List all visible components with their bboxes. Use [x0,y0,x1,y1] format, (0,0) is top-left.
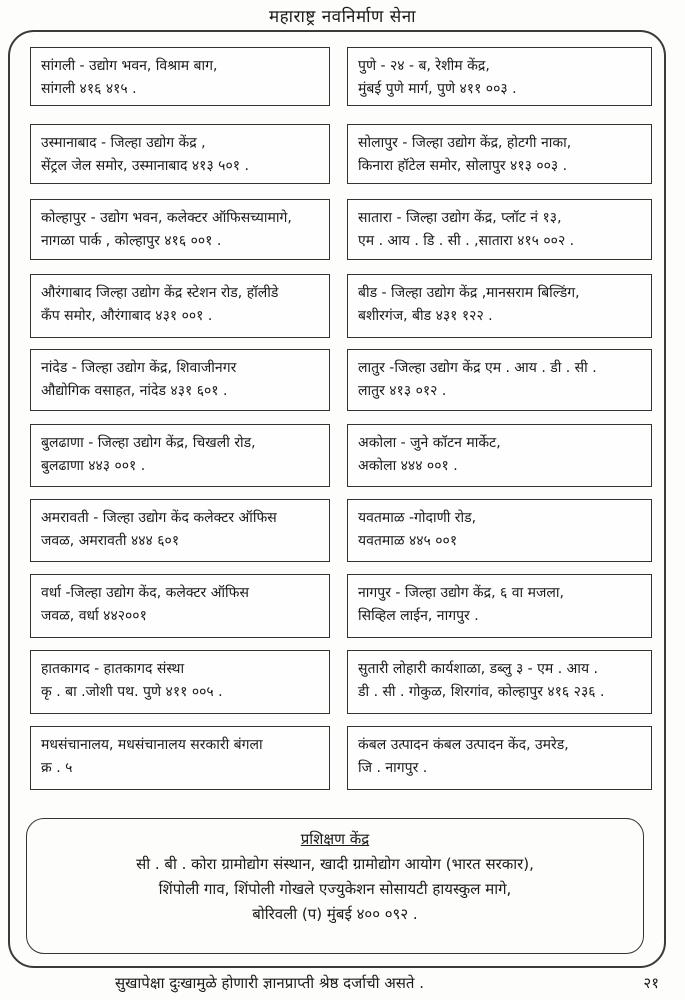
address-box-yavatmal [347,499,652,562]
address-line: बुलढाणा - जिल्हा उद्योग केंद्र, चिखली रोड, [41,435,256,451]
address-line: पुणे - २४ - ब, रेशीम केंद्र, [358,58,490,74]
address-line: औरंगाबाद जिल्हा उद्योग केंद्र स्टेशन रोड, हॉलीडे [41,285,279,301]
address-line: यवतमाळ ४४५ ००१ [358,533,458,549]
address-line: डी . सी . गोकुळ, शिरगांव, कोल्हापुर ४१६ २३६ . [358,684,605,700]
address-line: अकोला ४४४ ००१ . [358,458,458,474]
training-line: बोरिवली (प) मुंबई ४०० ०९२ . [252,905,418,923]
address-line: उस्मानाबाद - जिल्हा उद्योग केंद्र , [41,135,206,151]
page-header: महाराष्ट्र नवनिर्माण सेना [268,7,417,27]
address-box-wardha [30,574,330,638]
address-box-kolhapur [30,199,330,260]
address-line: सांगली ४१६ ४१५ . [41,81,137,97]
address-line: नागळा पार्क , कोल्हापुर ४१६ ००१ . [41,233,222,249]
address-box-aurangabad [30,274,330,338]
address-line: लातुर ४१३ ०१२ . [358,383,447,399]
page-number: २१ [643,974,659,992]
address-box-osmanabad [30,124,330,184]
address-box-satara [347,199,652,260]
address-line: मधसंचानालय, मधसंचानालय सरकारी बंगला [41,737,263,753]
page-footer [0,973,685,997]
address-line: किनारा हॉटेल समोर, सोलापुर ४१३ ००३ . [358,158,568,174]
address-line: एम . आय . डि . सी . ,सातारा ४१५ ००२ . [358,233,575,249]
address-line: सेंट्रल जेल समोर, उस्मानाबाद ४१३ ५०१ . [41,158,249,174]
address-box-hatkagad [30,650,330,714]
address-box-sangli [30,47,330,106]
address-line: जवळ, अमरावती ४४४ ६०१ [41,533,180,549]
address-box-buldhana [30,424,330,487]
address-box-nagpur [347,574,652,638]
address-box-solapur [347,124,652,184]
address-line: नागपुर - जिल्हा उद्योग केंद्र, ६ वा मजला, [358,585,564,601]
address-box-akola [347,424,652,487]
training-centre-box [26,818,644,954]
address-box-amravati [30,499,330,562]
address-line: अमरावती - जिल्हा उद्योग केंद कलेक्टर ऑफिस [41,510,277,526]
address-line: जवळ, वर्धा ४४२००१ [41,608,147,624]
address-line: सिव्हिल लाईन, नागपुर . [358,608,479,624]
address-line: बीड - जिल्हा उद्योग केंद्र ,मानसराम बिल्डिंग, [358,285,580,301]
address-line: सातारा - जिल्हा उद्योग केंद्र, प्लॉट नं १३, [358,210,562,226]
address-box-nanded [30,349,330,411]
address-line: नांदेड - जिल्हा उद्योग केंद्र, शिवाजीनगर [41,360,237,376]
address-line: कँप समोर, औरंगाबाद ४३१ ००१ . [41,308,213,324]
address-line: कृ . बा .जोशी पथ. पुणे ४११ ००५ . [41,684,223,700]
address-line: यवतमाळ -गोदाणी रोड, [358,510,477,526]
address-line: औद्योगिक वसाहत, नांदेड ४३१ ६०१ . [41,383,228,399]
address-box-pune [347,47,652,106]
address-line: वर्धा -जिल्हा उद्योग केंद, कलेक्टर ऑफिस [41,585,249,601]
address-line: लातुर -जिल्हा उद्योग केंद्र एम . आय . डी . सी . [358,360,597,376]
address-line: सोलापुर - जिल्हा उद्योग केंद्र, होटगी नाका, [358,135,572,151]
address-line: बशीरगंज, बीड ४३१ १२२ . [358,308,493,324]
address-box-beed [347,274,652,338]
address-line: बुलढाणा ४४३ ००१ . [41,458,146,474]
address-line: सुतारी लोहारी कार्यशाळा, डब्लु ३ - एम . आय . [358,661,598,677]
address-line: मुंबई पुणे मार्ग, पुणे ४११ ००३ . [358,81,517,97]
address-box-sutari-lohari [347,650,652,714]
address-box-kambal [347,726,652,790]
address-line: अकोला - जुने कॉटन मार्केट, [358,435,501,451]
address-line: सांगली - उद्योग भवन, विश्राम बाग, [41,58,218,74]
address-line: कोल्हापुर - उद्योग भवन, कलेक्टर ऑफिसच्यामागे, [41,210,292,226]
training-title: प्रशिक्षण केंद्र [300,830,370,848]
address-box-latur [347,349,652,411]
address-line: जि . नागपुर . [358,760,428,776]
address-line: क्र . ५ [41,760,73,776]
footer-quote: सुखापेक्षा दुःखामुळे होणारी ज्ञानप्राप्ती श्रेष्ठ दर्जाची असते . [115,974,425,992]
address-line: हातकागद - हातकागद संस्था [41,661,185,677]
address-line: कंबल उत्पादन कंबल उत्पादन केंद, उमरेड, [358,737,569,753]
address-box-madhsanchanalay [30,726,330,790]
training-line: शिंपोली गाव, शिंपोली गोखले एज्युकेशन सोसायटी हायस्कुल मागे, [158,880,512,898]
training-line: सी . बी . कोरा ग्रामोद्योग संस्थान, खादी ग्रामोद्योग आयोग (भारत सरकार), [136,855,534,873]
